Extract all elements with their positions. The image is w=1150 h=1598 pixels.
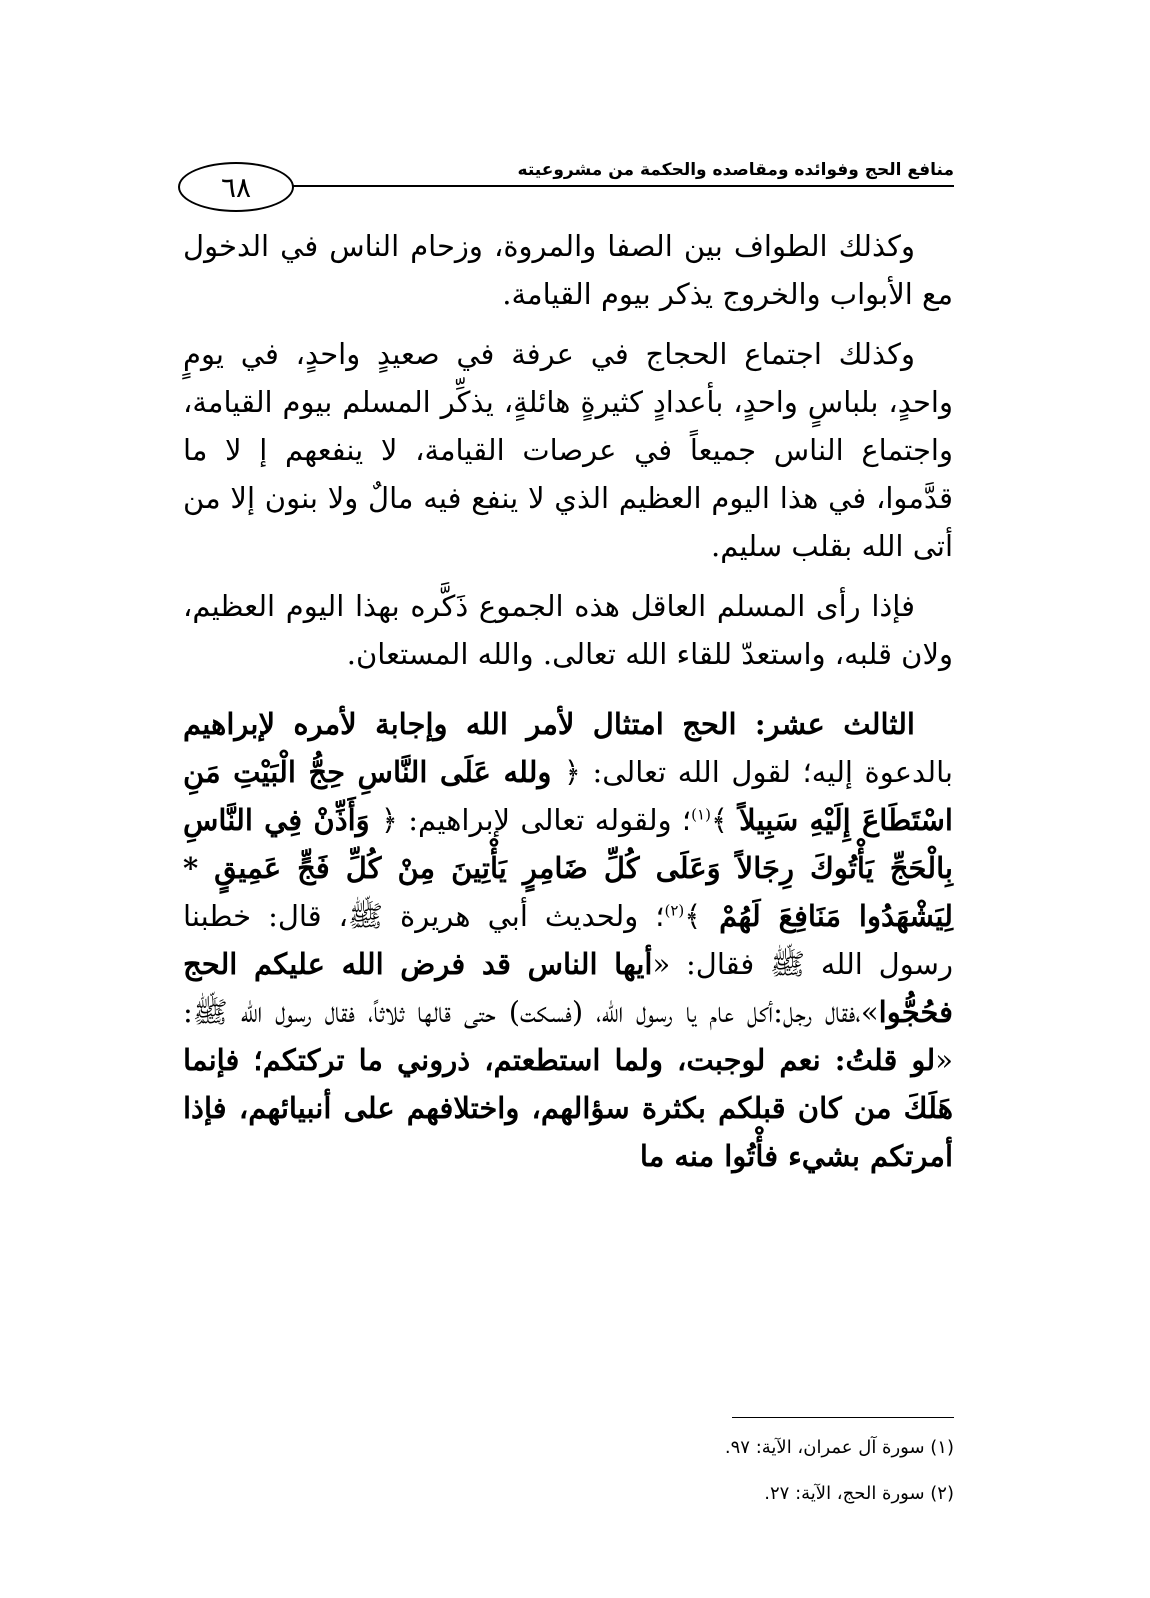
section-paragraph	[183, 700, 953, 1180]
text-run: ﴾	[710, 803, 728, 837]
text-run: »،فقال رجل:أكل عام يا رسول الله، (فسكت) حتى قالها ثلاثاً، فقال رسول الله ﷺ: «	[183, 995, 953, 1077]
footnotes	[454, 1425, 954, 1517]
section-heading: الثالث عشر: الحج امتثال لأمر الله وإجابة لأمره لإبراهيم	[183, 707, 915, 741]
quran-verse-1: ولله عَلَى النَّاسِ حِجُّ الْبَيْتِ مَنِ اسْتَطَاعَ إِلَيْهِ سَبِيلاً	[183, 755, 953, 837]
hadith-text-2: لو قلتُ: نعم لوجبت، ولما استطعتم، ذروني ما تركتكم؛ فإنما هَلَكَ من كان قبلكم بكثرة سؤالهم، واختلافهم على أنبيائهم، فإذا أمرتكم بشيء فأْتُوا منه ما	[183, 1043, 953, 1173]
paragraph-3: فإذا رأى المسلم العاقل هذه الجموع ذَكَّره بهذا اليوم العظيم، ولان قلبه، واستعدّ للقاء الله تعالى. والله المستعان.	[183, 589, 953, 671]
footnote-1: (١) سورة آل عمران، الآية: ٩٧.	[724, 1437, 954, 1458]
text-run: ؛ ولحديث أبي هريرة ﷺ، قال: خطبنا رسول الله ﷺ فقال: «	[183, 899, 953, 981]
text-run: بالدعوة إليه؛ لقول الله تعالى: ﴿	[563, 755, 953, 789]
text-run: ؛ ولقوله تعالى لإبراهيم: ﴿	[380, 803, 692, 837]
footnote-2: (٢) سورة الحج، الآية: ٢٧.	[764, 1483, 954, 1504]
footnote-ref-1: (١)	[691, 805, 711, 824]
paragraph-2: وكذلك اجتماع الحجاج في عرفة في صعيدٍ واحدٍ، في يومٍ واحدٍ، بلباسٍ واحدٍ، بأعدادٍ كثيرةٍ هائلةٍ، يذكِّر المسلم بيوم القيامة، واجتماع الناس جميعاً في عرصات القيامة، لا ينفعهم إ لا ما قدَّموا، في هذا اليوم العظيم الذي لا ينفع فيه مالٌ ولا بنون إلا من أتى الله بقلب سليم.	[183, 337, 953, 563]
paragraph-1: وكذلك الطواف بين الصفا والمروة، وزحام الناس في الدخول مع الأبواب والخروج يذكر بيوم القيامة.	[183, 229, 953, 311]
footnote-rule	[732, 1417, 954, 1418]
header-rule	[182, 185, 954, 187]
quran-verse-2: وَأَذِّنْ فِي النَّاسِ بِالْحَجِّ يَأْتُوكَ رِجَالاً وَعَلَى كُلِّ ضَامِرٍ يَأْتِينَ مِنْ كُلِّ فَجٍّ عَمِيقٍ * لِيَشْهَدُوا مَنَافِعَ لَهُمْ	[183, 803, 953, 933]
page-header	[182, 150, 954, 210]
body-text	[183, 222, 953, 1180]
hadith-text-1: أيها الناس قد فرض الله عليكم الحج فحُجُّوا	[183, 947, 953, 1029]
running-title: منافع الحج وفوائده ومقاصده والحكمة من مشروعيته	[517, 160, 954, 180]
footnote-ref-2: (٢)	[664, 901, 685, 920]
page-number: ٦٨	[178, 162, 294, 212]
text-run: ﴾	[684, 899, 702, 933]
